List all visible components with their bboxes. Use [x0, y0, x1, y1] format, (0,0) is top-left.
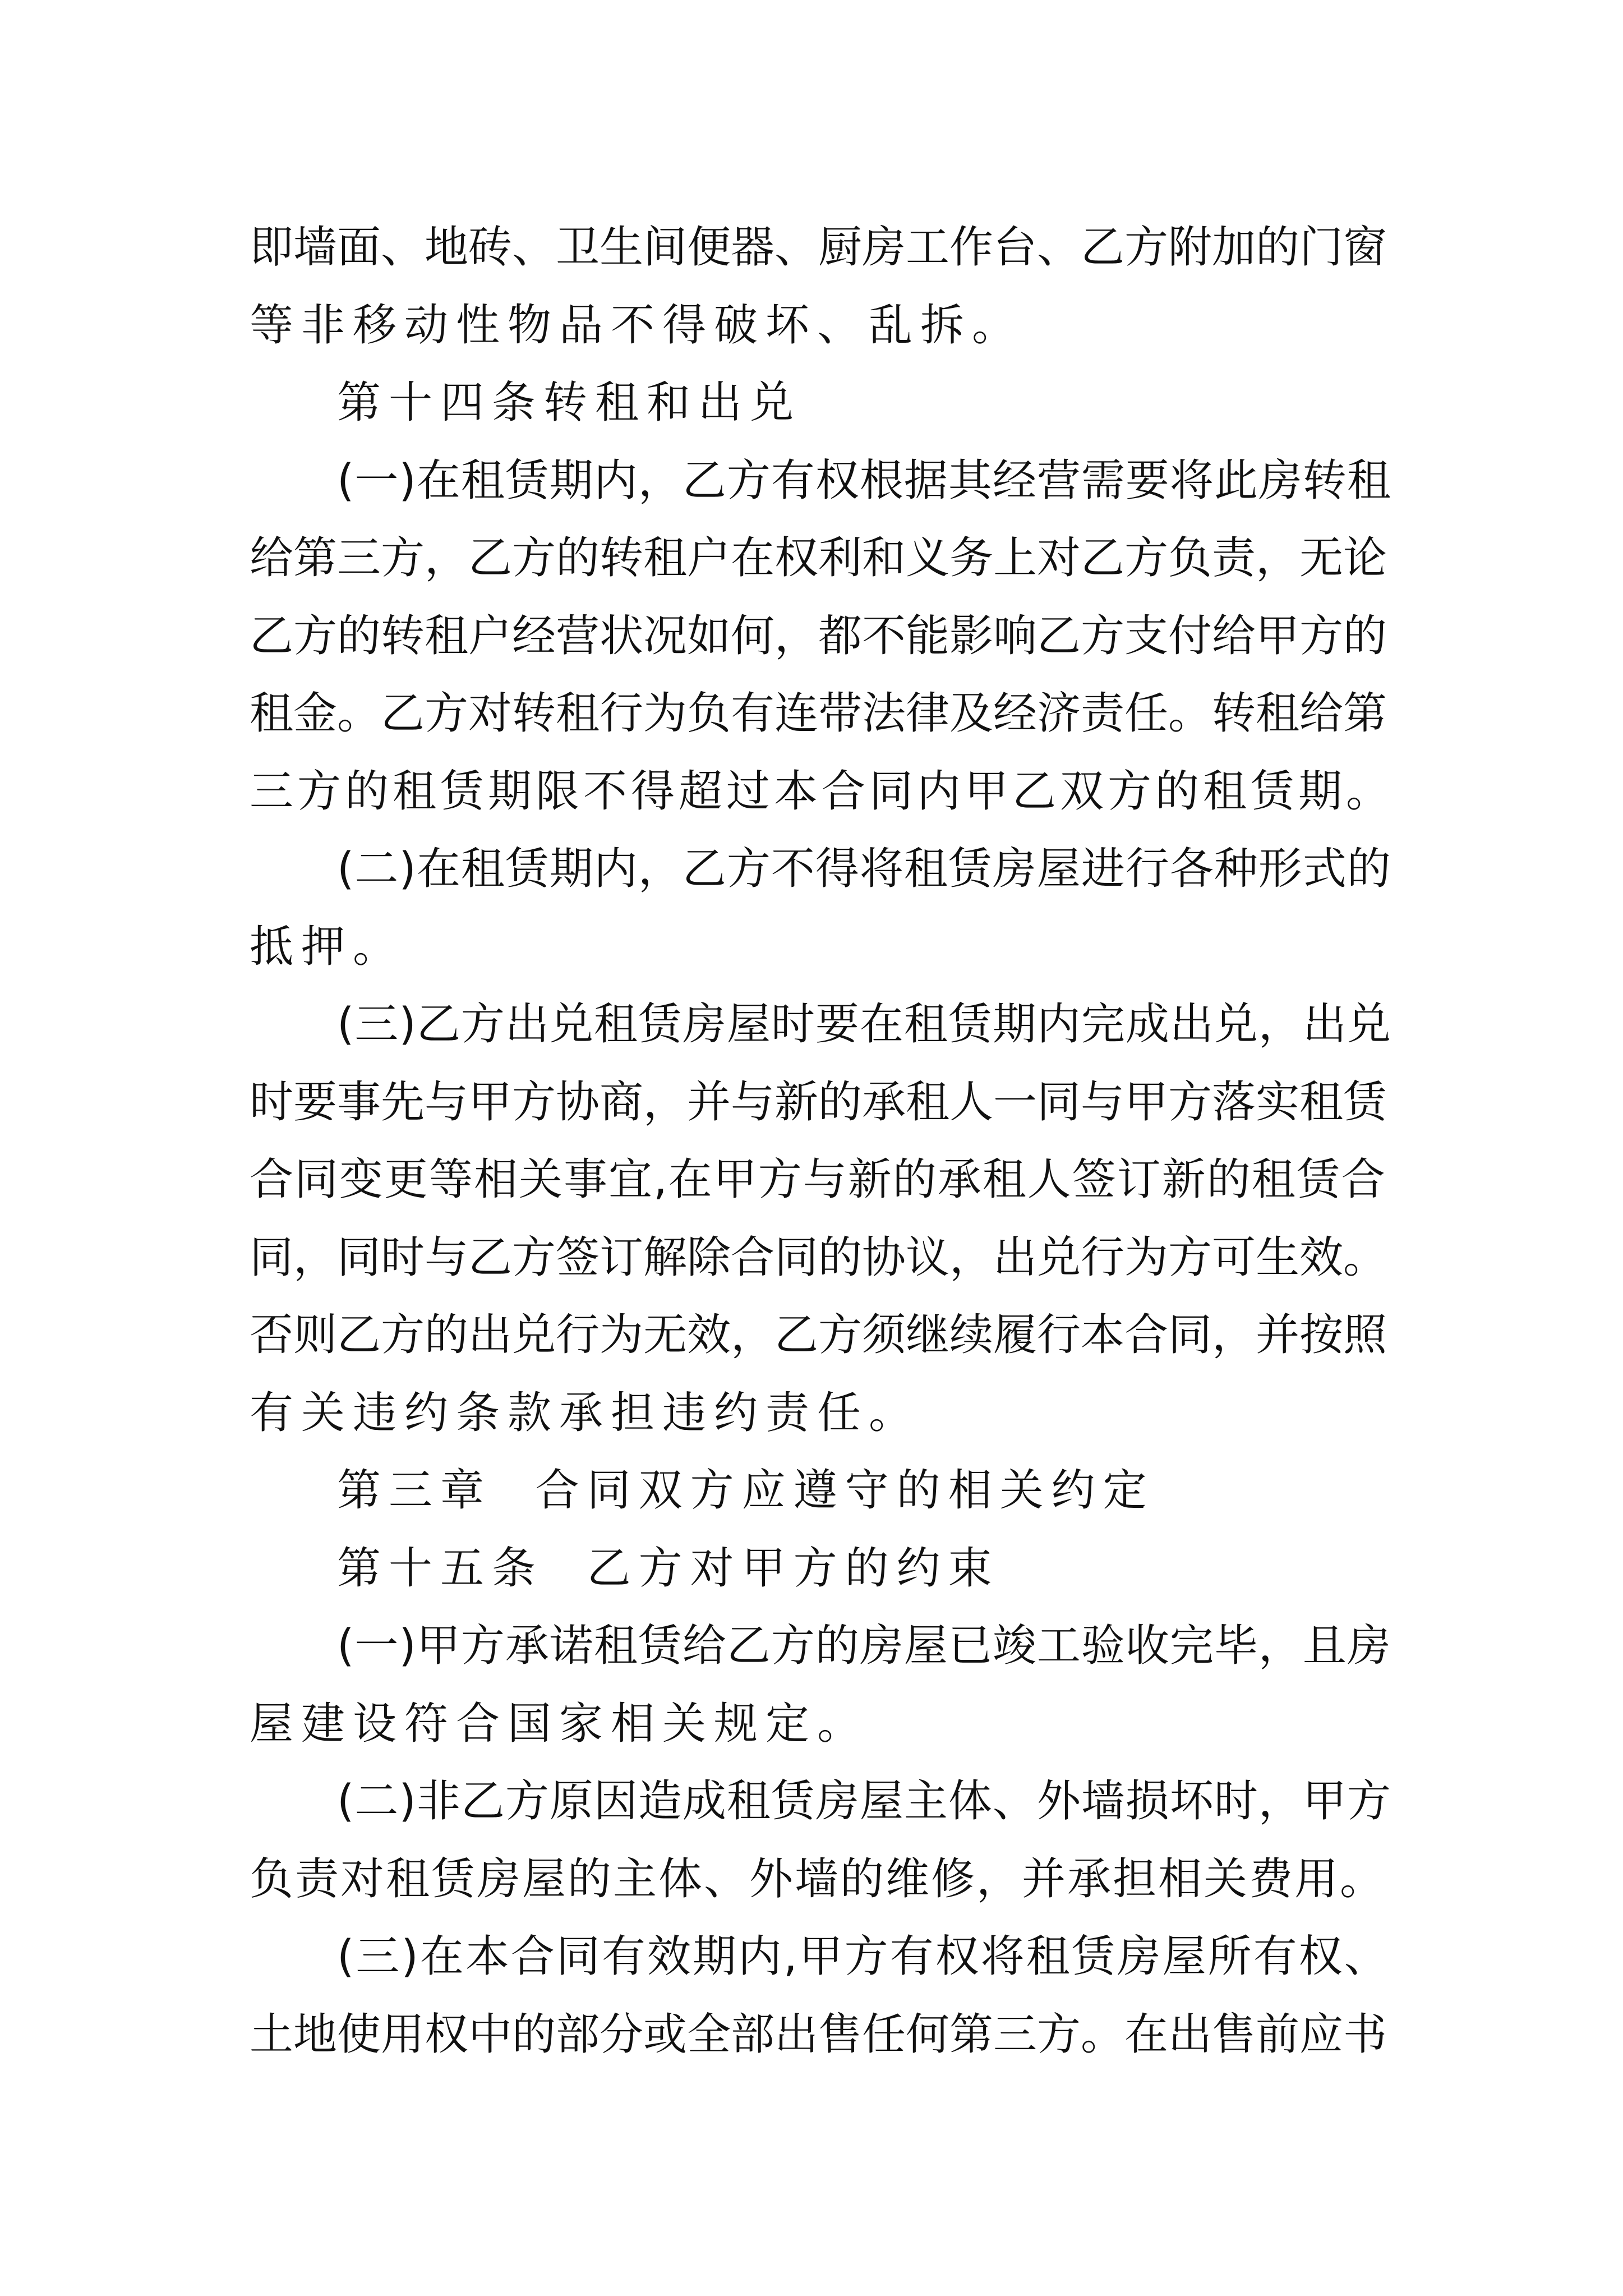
text-line: (二)在租赁期内，乙方不得将租赁房屋进行各种形式的: [337, 844, 1391, 894]
text-line: 给第三方，乙方的转租户在权利和义务上对乙方负责，无论: [250, 533, 1387, 583]
text-line: (三)乙方出兑租赁房屋时要在租赁期内完成出兑，出兑: [337, 999, 1391, 1050]
text-line: 合同变更等相关事宜,在甲方与新的承租人签订新的租赁合: [250, 1154, 1386, 1205]
text-line: 否则乙方的出兑行为无效，乙方须继续履行本合同，并按照: [250, 1310, 1387, 1360]
text-line: (一)在租赁期内，乙方有权根据其经营需要将此房转租: [337, 455, 1391, 506]
text-line: 即墙面、地砖、卫生间便器、厨房工作台、乙方附加的门窗: [250, 222, 1387, 273]
document-body: [250, 209, 1394, 2073]
text-line: 屋建设符合国家相关规定。: [250, 1698, 869, 1749]
article-heading: 第十四条转租和出兑: [337, 378, 802, 428]
text-line: 乙方的转租户经营状况如何，都不能影响乙方支付给甲方的: [250, 610, 1387, 661]
text-line: 等非移动性物品不得破坏、乱拆。: [250, 300, 1024, 351]
text-line: 三方的租赁期限不得超过本合同内甲乙双方的租赁期。: [250, 766, 1394, 817]
text-line: 土地使用权中的部分或全部出售任何第三方。在出售前应书: [250, 2009, 1387, 2060]
text-line: (三)在本合同有效期内,甲方有权将租赁房屋所有权、: [337, 1931, 1390, 1982]
text-line: (一)甲方承诺租赁给乙方的房屋已竣工验收完毕，且房: [337, 1621, 1391, 1671]
text-line: 租金。乙方对转租行为负有连带法律及经济责任。转租给第: [250, 688, 1387, 739]
text-line: 时要事先与甲方协商，并与新的承租人一同与甲方落实租赁: [250, 1076, 1387, 1128]
text-line: 负责对租赁房屋的主体、外墙的维修，并承担相关费用。: [250, 1853, 1386, 1904]
text-line: 同，同时与乙方签订解除合同的协议，出兑行为方可生效。: [250, 1232, 1387, 1283]
text-line: 有关违约条款承担违约责任。: [250, 1387, 921, 1438]
chapter-heading: 第三章 合同双方应遵守的相关约定: [337, 1465, 1155, 1516]
text-line: 抵押。: [250, 921, 405, 972]
article-heading: 第十五条 乙方对甲方的约束: [337, 1543, 1000, 1594]
text-line: (二)非乙方原因造成租赁房屋主体、外墙损坏时，甲方: [337, 1776, 1391, 1826]
